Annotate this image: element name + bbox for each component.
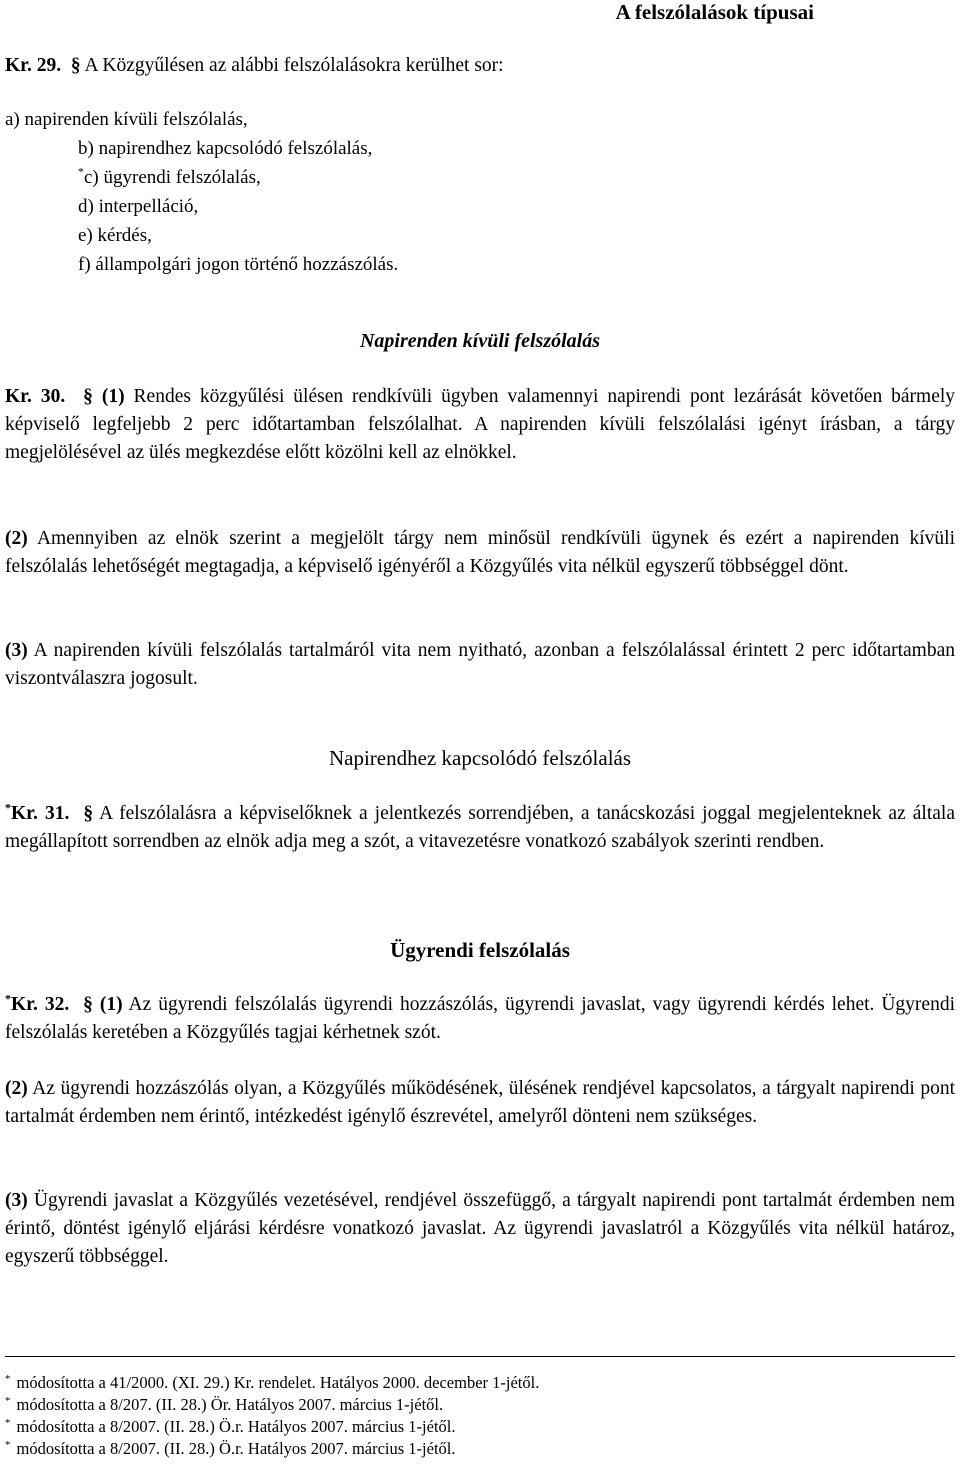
list-item: *c) ügyrendi felszólalás, [78, 164, 261, 188]
amendment-star: * [78, 164, 84, 179]
footnote: * módosította a 8/2007. (II. 28.) Ö.r. Hatályos 2007. március 1-jétől. [5, 1416, 456, 1436]
kr31-paragraph: *Kr. 31. § A felszólalásra a képviselőknek a jelentkezés sorrendjében, a tanácskozási joggal megjelenteknek az általa megállapított sorrendben az elnök adja meg a szót, a vitavezetésre vonatkozó szabályok szerinti rendben. [5, 800, 955, 853]
kr32-label: Kr. 32. [11, 994, 70, 1015]
list-item: f) állampolgári jogon történő hozzászólás. [78, 254, 399, 275]
section-heading-napirendhez-kapcsolodo: Napirendhez kapcsolódó felszólalás [328, 746, 632, 770]
kr29-section-sign: § [70, 55, 81, 76]
kr31-label: Kr. 31. [11, 803, 70, 824]
amendment-star: * [5, 991, 11, 1006]
list-item: a) napirenden kívüli felszólalás, [5, 109, 248, 130]
kr30-label: Kr. 30. [5, 386, 66, 407]
list-item: b) napirendhez kapcsolódó felszólalás, [78, 138, 373, 159]
section-heading-ugyrendi: Ügyrendi felszólalás [390, 938, 570, 962]
kr29-intro [5, 54, 504, 78]
list-item: d) interpelláció, [78, 196, 199, 217]
document-title: A felszólalások típusai [615, 0, 814, 24]
kr32-paragraph-3: (3) Ügyrendi javaslat a Közgyűlés vezetésével, rendjével összefüggő, a tárgyalt napirendi pont tartalmát érdemben nem érintő, döntést igénylő eljárási kérdésre vonatkozó javaslat. Az ügyrendi javaslatról a Közgyűlés vita nélkül határoz, egyszerű többséggel. [5, 1190, 955, 1268]
kr30-paragraph-2: (2) Amennyiben az elnök szerint a megjelölt tárgy nem minősül rendkívüli ügynek és ezért a napirenden kívüli felszólalás lehetőségét megtagadja, a képviselő igényéről a Közgyűlés vita nélkül egyszerű többséggel dönt. [5, 528, 955, 578]
kr30-paragraph-3: (3) A napirenden kívüli felszólalás tartalmáról vita nem nyitható, azonban a felszólalással érintett 2 perc időtartamban viszontválaszra jogosult. [5, 640, 955, 690]
list-item: e) kérdés, [78, 225, 152, 246]
section-heading-napirenden-kivuli: Napirenden kívüli felszólalás [359, 330, 600, 352]
footnote: * módosította a 8/207. (II. 28.) Ör. Hatályos 2007. március 1-jétől. [5, 1394, 444, 1414]
kr32-paragraph-1: *Kr. 32. § (1) Az ügyrendi felszólalás ügyrendi hozzászólás, ügyrendi javaslat, vagy ügyrendi kérdés lehet. Ügyrendi felszólalás keretében a Közgyűlés tagjai kérhetnek szót. [5, 991, 955, 1044]
footnote-divider [5, 1356, 955, 1357]
footnote: * módosította a 41/2000. (XI. 29.) Kr. rendelet. Hatályos 2000. december 1-jétől. [5, 1372, 540, 1392]
kr29-label: Kr. 29. [5, 55, 62, 76]
kr32-paragraph-2: (2) Az ügyrendi hozzászólás olyan, a Közgyűlés működésének, ülésének rendjével kapcsolatos, a tárgyalt napirendi pont tartalmát érdemben nem érintő, intézkedést igénylő észrevétel, amelyről dönteni nem szükséges. [5, 1078, 955, 1128]
footnote: * módosította a 8/2007. (II. 28.) Ö.r. Hatályos 2007. március 1-jétől. [5, 1438, 456, 1458]
amendment-star: * [5, 800, 11, 815]
kr29-intro-text: A Közgyűlésen az alábbi felszólalásokra kerülhet sor: [84, 55, 504, 76]
kr30-paragraph-1: Kr. 30. § (1) Rendes közgyűlési ülésen rendkívüli ügyben valamennyi napirendi pont lezárását követően bármely képviselő legfeljebb 2 perc időtartamban felszólalhat. A napirenden kívüli felszólalási igényt írásban, a tárgy megjelölésével az ülés megkezdése előtt közölni kell az elnökkel. [5, 386, 956, 464]
